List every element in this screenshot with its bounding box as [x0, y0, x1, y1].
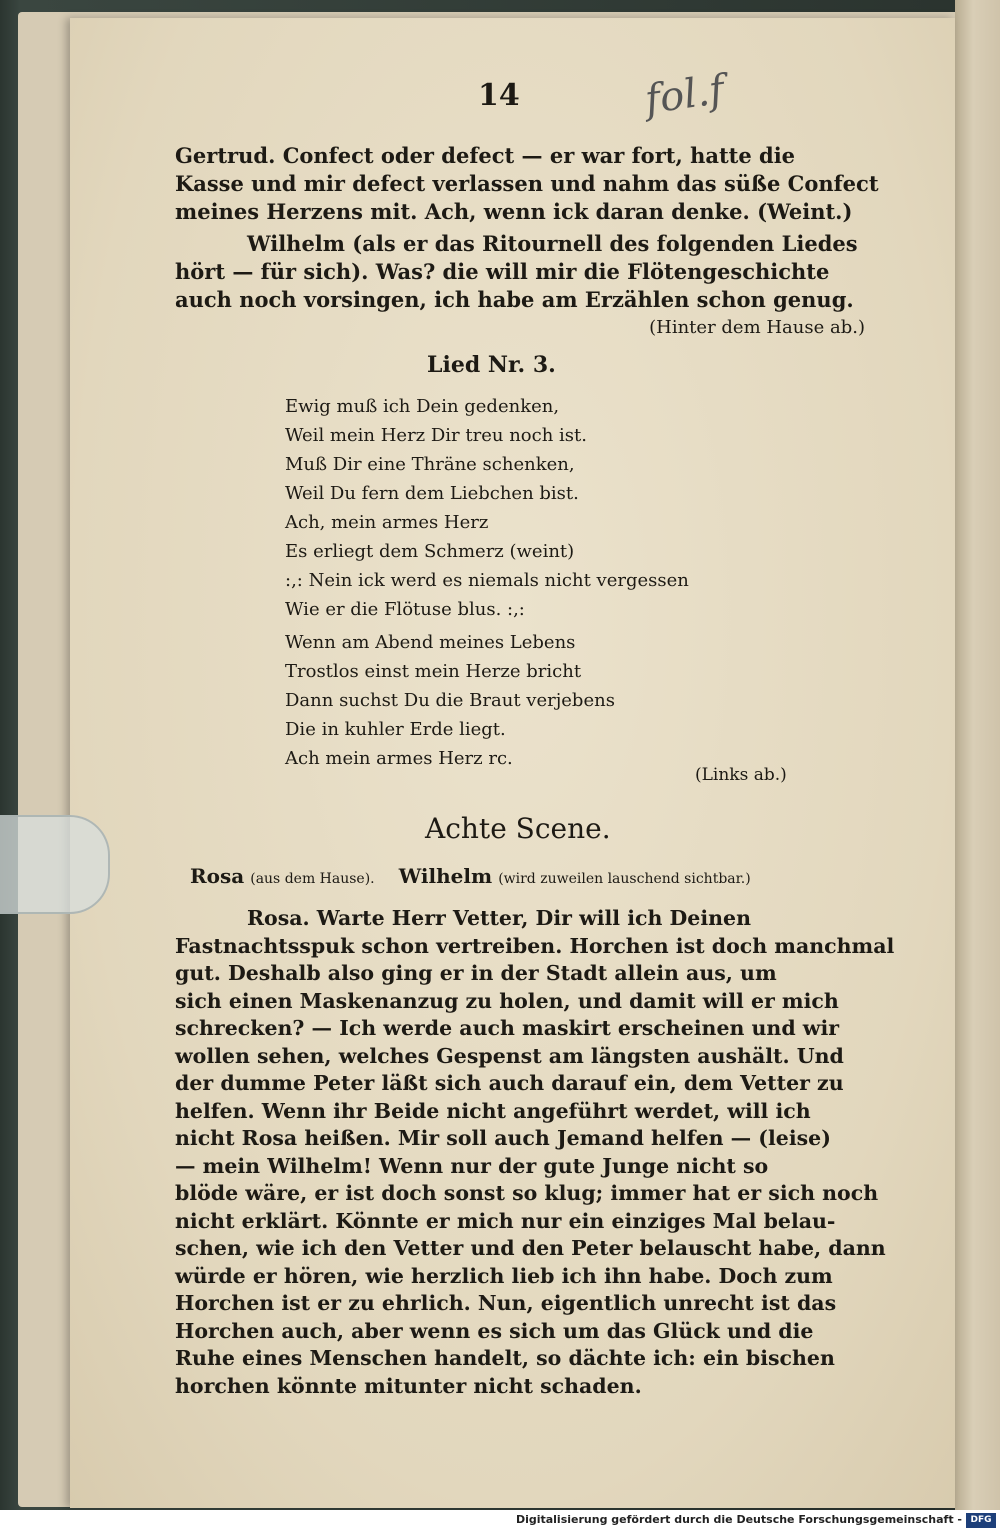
song-verse-2	[285, 628, 615, 773]
handwritten-note: fol.f	[642, 66, 728, 124]
verse-line: Ach mein armes Herz rc.	[285, 748, 513, 769]
text-line: der dumme Peter läßt sich auch darauf ein, dem Vetter zu	[175, 1071, 844, 1095]
verse-line: Muß Dir eine Thräne schenken,	[285, 454, 575, 475]
verse-line: Ewig muß ich Dein gedenken,	[285, 396, 560, 417]
page-number: 14	[478, 78, 520, 113]
verse-line: Weil Du fern dem Liebchen bist.	[285, 483, 579, 504]
text-line: horchen könnte mitunter nicht schaden.	[175, 1373, 642, 1398]
cast-rosa: Rosa	[190, 864, 245, 888]
verse-line: Die in kuhler Erde liegt.	[285, 719, 506, 740]
verse-line: Weil mein Herz Dir treu noch ist.	[285, 425, 587, 446]
text-line: blöde wäre, er ist doch sonst so klug; immer hat er sich noch	[175, 1181, 879, 1205]
text-line: Rosa. Warte Herr Vetter, Dir will ich Deinen	[247, 906, 751, 930]
footer-bar	[0, 1510, 1000, 1532]
stage-direction: (Hinter dem Hause ab.)	[649, 317, 865, 338]
dfg-logo: DFG	[966, 1513, 996, 1528]
stage-direction-links: (Links ab.)	[695, 765, 787, 785]
text-line: nicht Rosa heißen. Mir soll auch Jemand helfen — (leise)	[175, 1126, 831, 1150]
footer-credit: Digitalisierung gefördert durch die Deutsche Forschungsgemeinschaft -	[515, 1513, 962, 1526]
song-verse-1	[285, 392, 689, 624]
text-line: Gertrud. Confect oder defect — er war fort, hatte die	[175, 143, 796, 168]
text-line: meines Herzens mit. Ach, wenn ick daran denke. (Weint.)	[175, 199, 853, 224]
scene-title: Achte Scene.	[425, 812, 611, 845]
text-line: schen, wie ich den Vetter und den Peter belauscht habe, dann	[175, 1236, 886, 1260]
text-line: hört — für sich). Was? die will mir die Flötengeschichte	[175, 259, 830, 284]
text-line: Horchen auch, aber wenn es sich um das Glück und die	[175, 1318, 814, 1343]
paragraph-gertrud	[175, 142, 879, 226]
song-title: Lied Nr. 3.	[427, 352, 556, 378]
cast-wilhelm-note: (wird zuweilen lauschend sichtbar.)	[498, 871, 751, 887]
text-line: helfen. Wenn ihr Beide nicht angeführt werdet, will ich	[175, 1098, 811, 1123]
text-line: sich einen Maskenanzug zu holen, und damit will er mich	[175, 988, 839, 1013]
verse-line: Dann suchst Du die Braut verjebens	[285, 690, 615, 711]
paragraph-wilhelm	[175, 230, 865, 342]
text-line: gut. Deshalb also ging er in der Stadt allein aus, um	[175, 961, 777, 985]
cast-rosa-note: (aus dem Hause).	[250, 871, 375, 887]
verse-line: :,: Nein ick werd es niemals nicht vergessen	[285, 570, 689, 591]
text-line: Fastnachtsspuk schon vertreiben. Horchen ist doch manchmal	[175, 933, 895, 958]
text-line: Horchen ist er zu ehrlich. Nun, eigentlich unrecht ist das	[175, 1291, 837, 1315]
verse-line: Wenn am Abend meines Lebens	[285, 632, 576, 653]
page-clip	[0, 815, 110, 914]
verse-line: Wie er die Flötuse blus. :,:	[285, 599, 525, 620]
text-line: auch noch vorsingen, ich habe am Erzählen schon genug.	[175, 287, 854, 312]
text-line: würde er hören, wie herzlich lieb ich ihn habe. Doch zum	[175, 1263, 833, 1288]
paragraph-rosa	[175, 905, 895, 1400]
text-line: — mein Wilhelm! Wenn nur der gute Junge nicht so	[175, 1153, 769, 1178]
verse-line: Trostlos einst mein Herze bricht	[285, 661, 582, 682]
cast-line	[190, 864, 751, 888]
text-line: wollen sehen, welches Gespenst am längsten aushält. Und	[175, 1043, 844, 1068]
text-line: Ruhe eines Menschen handelt, so dächte ich: ein bischen	[175, 1346, 835, 1370]
verse-line: Ach, mein armes Herz	[285, 512, 489, 533]
text-line: nicht erklärt. Könnte er mich nur ein einziges Mal belau-	[175, 1208, 836, 1233]
text-line: schrecken? — Ich werde auch maskirt erscheinen und wir	[175, 1016, 840, 1040]
text-line: Kasse und mir defect verlassen und nahm das süße Confect	[175, 171, 879, 196]
verse-line: Es erliegt dem Schmerz (weint)	[285, 541, 575, 562]
text-line: Wilhelm (als er das Ritournell des folgenden Liedes	[247, 231, 858, 256]
cast-wilhelm: Wilhelm	[398, 864, 493, 888]
facing-page-edge	[955, 0, 1000, 1510]
